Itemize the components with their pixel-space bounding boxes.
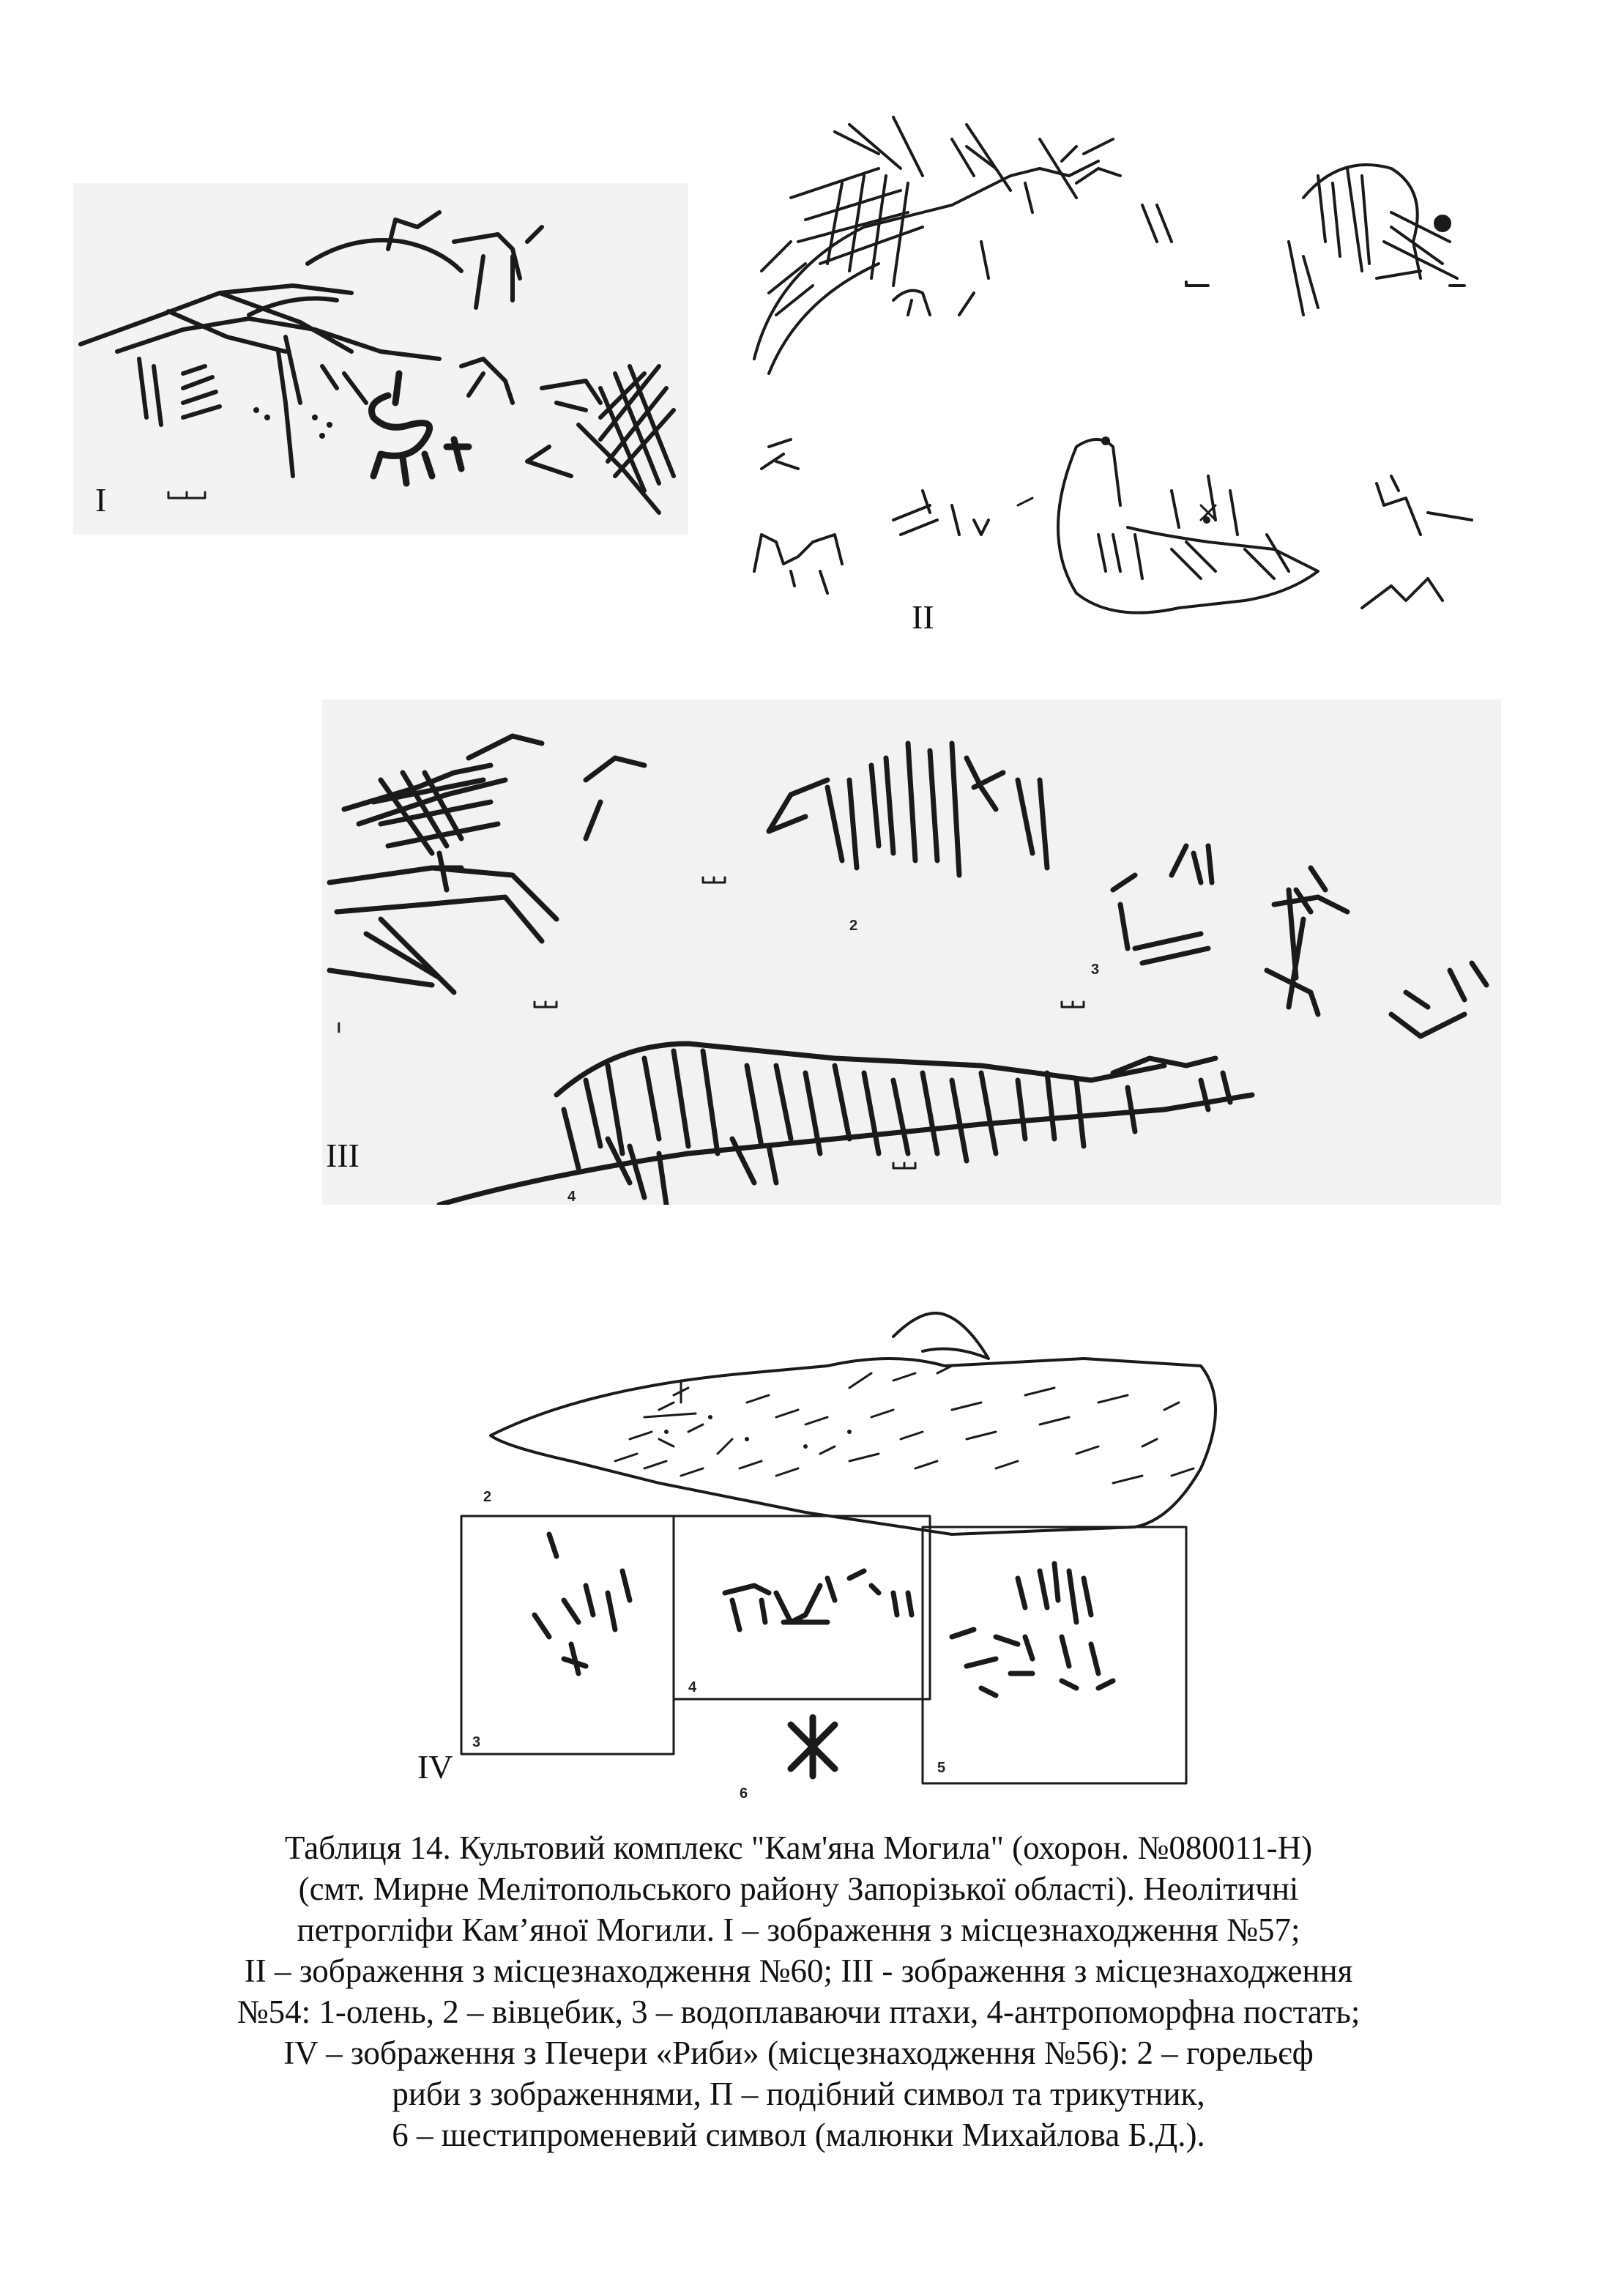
sub-label-iv-4: 4: [688, 1679, 697, 1695]
figure-panel-iv: [439, 1293, 1230, 1820]
sub-label-3: 3: [1091, 962, 1100, 978]
sub-label-2: 2: [849, 918, 858, 934]
sub-label-iv-5: 5: [937, 1760, 946, 1776]
caption-line: риби з зображеннями, П – подібний символ та трикутник,: [392, 2076, 1205, 2112]
petroglyph-drawing-iv: [439, 1293, 1230, 1820]
sub-label-4: 4: [567, 1189, 576, 1205]
sub-label-1: I: [337, 1020, 341, 1036]
sub-label-iv-2: 2: [483, 1489, 492, 1505]
sub-label-iv-6: 6: [740, 1786, 748, 1802]
caption-line: II – зображення з місцезнаходження №60; III - зображення з місцезнаходження: [244, 1953, 1353, 1989]
panel-label-ii: II: [912, 598, 934, 636]
caption-line: Таблиця 14. Культовий комплекс "Кам'яна Могила" (охорон. №080011-Н): [284, 1829, 1313, 1866]
caption-line: (смт. Мирне Мелітопольського району Запорізької області). Неолітичні: [298, 1870, 1299, 1907]
petroglyph-drawing-iii: [322, 699, 1501, 1205]
caption-line: петрогліфи Кам’яної Могили. I – зображення з місцезнаходження №57;: [297, 1912, 1300, 1948]
caption-line: 6 – шестипроменевий символ (малюнки Михайлова Б.Д.).: [392, 2117, 1205, 2153]
panel-label-iii: III: [326, 1137, 360, 1174]
sub-label-iv-3: 3: [472, 1734, 481, 1750]
figure-panel-ii: [732, 95, 1523, 652]
panel-label-iv: IV: [417, 1748, 453, 1786]
figure-panel-iii: [322, 699, 1501, 1205]
figure-caption: [81, 1827, 1516, 2155]
petroglyph-drawing-i: [73, 183, 688, 535]
caption-line: №54: 1-олень, 2 – вівцебик, 3 – водоплаваючи птахи, 4-антропоморфна постать;: [237, 1994, 1360, 2030]
figure-panel-i: [73, 183, 688, 535]
caption-line: IV – зображення з Печери «Риби» (місцезнаходження №56): 2 – горельєф: [283, 2035, 1314, 2071]
petroglyph-drawing-ii: [732, 95, 1523, 652]
panel-label-i: I: [95, 481, 107, 519]
